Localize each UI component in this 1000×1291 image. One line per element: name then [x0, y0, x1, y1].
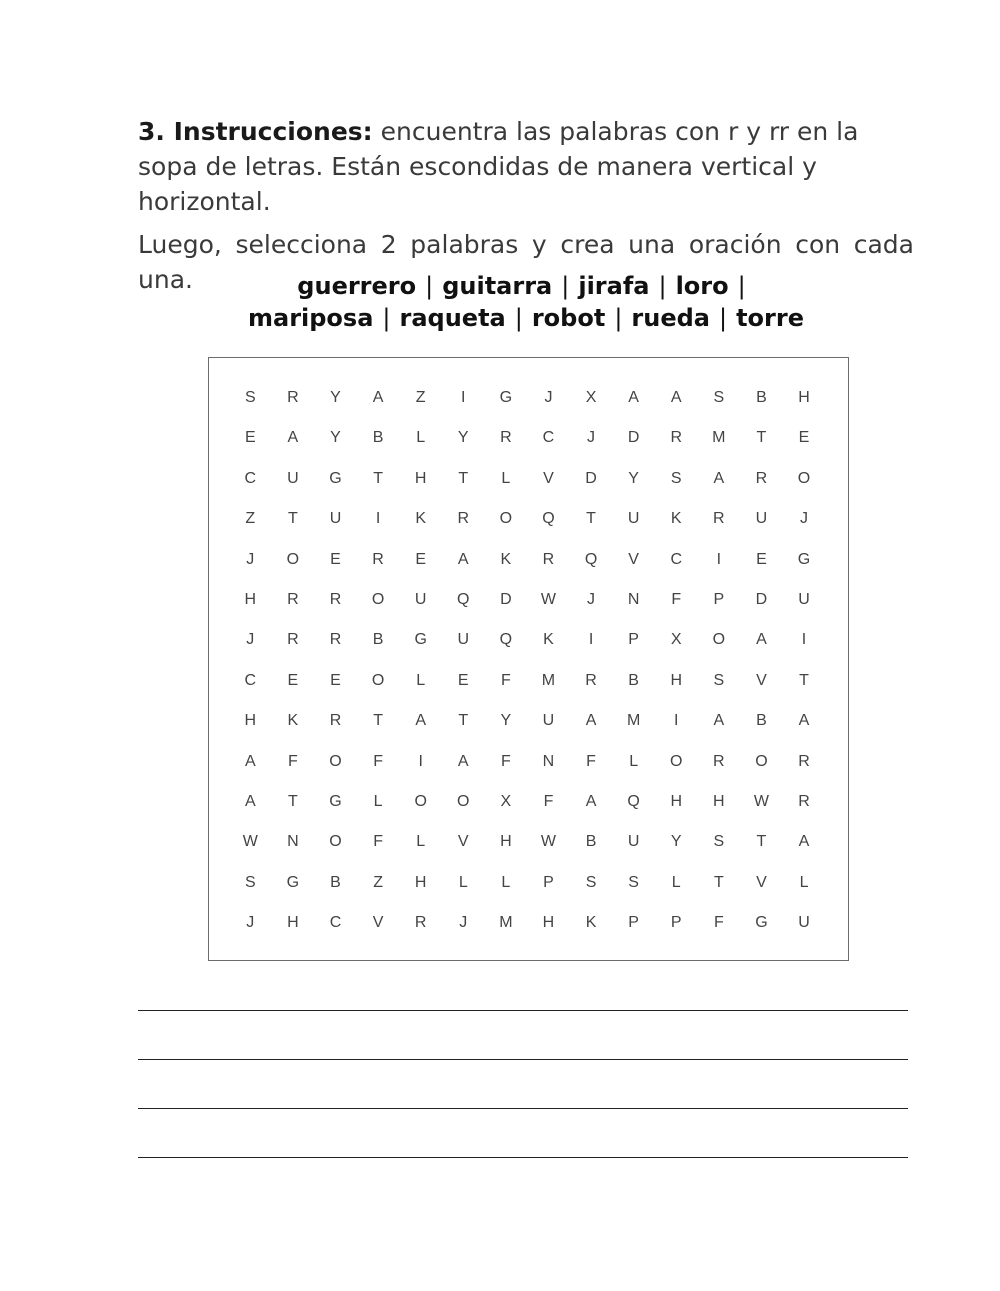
- grid-cell[interactable]: W: [242, 833, 258, 851]
- word-separator: |: [614, 304, 623, 332]
- grid-cell[interactable]: R: [329, 631, 342, 649]
- word-robot: robot: [531, 304, 606, 332]
- instructions-number-label: 3. Instrucciones:: [138, 117, 373, 146]
- grid-cell[interactable]: N: [627, 590, 640, 608]
- grid-cell[interactable]: A: [713, 469, 725, 487]
- grid-cell[interactable]: R: [287, 590, 299, 608]
- grid-cell[interactable]: D: [585, 469, 597, 487]
- grid-cell[interactable]: F: [671, 590, 682, 608]
- grid-cell[interactable]: E: [415, 550, 426, 568]
- word-torre: torre: [736, 304, 804, 332]
- grid-cell[interactable]: G: [414, 631, 427, 649]
- grid-cell[interactable]: U: [798, 914, 810, 932]
- grid-cell[interactable]: T: [373, 469, 383, 487]
- instructions-paragraph-1: [138, 114, 914, 219]
- grid-cell[interactable]: G: [329, 469, 342, 487]
- grid-cell[interactable]: T: [458, 469, 469, 487]
- grid-cell[interactable]: S: [713, 833, 725, 851]
- grid-cell[interactable]: Y: [628, 469, 639, 487]
- grid-cell[interactable]: Y: [457, 429, 469, 447]
- grid-cell[interactable]: B: [330, 873, 341, 891]
- word-search-box: [208, 357, 849, 961]
- grid-cell[interactable]: J: [587, 429, 596, 447]
- grid-cell[interactable]: C: [244, 469, 257, 487]
- grid-cell[interactable]: T: [799, 671, 809, 689]
- grid-cell[interactable]: P: [628, 631, 639, 649]
- grid-cell[interactable]: A: [756, 631, 767, 649]
- grid-cell[interactable]: L: [629, 752, 639, 770]
- grid-cell[interactable]: A: [457, 550, 469, 568]
- grid-cell[interactable]: J: [459, 914, 468, 932]
- grid-cell[interactable]: S: [713, 389, 725, 406]
- grid-cell[interactable]: R: [372, 550, 384, 568]
- grid-cell[interactable]: S: [713, 671, 725, 689]
- grid-cell[interactable]: F: [288, 752, 298, 770]
- grid-cell[interactable]: H: [287, 914, 299, 932]
- grid-cell[interactable]: V: [457, 833, 469, 851]
- grid-cell[interactable]: Q: [627, 792, 640, 810]
- instructions-paragraph-2: Luego, selecciona 2 palabras y crea una oración con cada una.: [138, 230, 914, 294]
- instructions-text-1: encuentra las palabras con r y rr en la sopa de letras. Están escondidas de manera vertical y horizontal.: [138, 117, 859, 216]
- grid-cell[interactable]: E: [457, 671, 469, 689]
- grid-cell[interactable]: R: [329, 590, 342, 608]
- grid-cell[interactable]: G: [797, 550, 811, 568]
- grid-cell[interactable]: U: [457, 631, 470, 649]
- grid-cell[interactable]: B: [372, 429, 384, 447]
- word-jirafa: jirafa: [578, 272, 650, 300]
- grid-cell[interactable]: F: [500, 752, 511, 770]
- grid-cell[interactable]: P: [713, 590, 725, 608]
- grid-cell[interactable]: O: [329, 752, 342, 770]
- grid-cell[interactable]: O: [712, 631, 726, 649]
- grid-cell[interactable]: Y: [670, 833, 682, 851]
- grid-cell[interactable]: A: [798, 833, 810, 851]
- grid-cell[interactable]: R: [713, 510, 725, 528]
- grid-cell[interactable]: A: [457, 752, 469, 770]
- grid-cell[interactable]: A: [628, 389, 639, 406]
- grid-cell[interactable]: R: [670, 429, 683, 447]
- grid-cell[interactable]: I: [716, 550, 722, 568]
- grid-cell[interactable]: A: [415, 712, 426, 730]
- answer-line[interactable]: [138, 1108, 908, 1109]
- grid-cell[interactable]: S: [244, 389, 256, 406]
- grid-cell[interactable]: C: [542, 429, 555, 447]
- grid-cell[interactable]: V: [628, 550, 639, 568]
- word-rueda: rueda: [631, 304, 710, 332]
- grid-cell[interactable]: Q: [542, 510, 555, 528]
- word-bank: [138, 270, 914, 334]
- grid-cell[interactable]: T: [288, 510, 298, 528]
- grid-cell[interactable]: P: [543, 873, 554, 891]
- grid-cell[interactable]: T: [586, 510, 596, 528]
- grid-cell[interactable]: U: [627, 510, 640, 528]
- grid-cell[interactable]: Z: [373, 873, 383, 891]
- grid-cell[interactable]: W: [753, 792, 769, 810]
- word-separator: |: [425, 272, 434, 300]
- grid-cell[interactable]: R: [798, 792, 810, 810]
- grid-cell[interactable]: V: [756, 671, 767, 689]
- word-guitarra: guitarra: [442, 272, 553, 300]
- grid-cell[interactable]: J: [587, 590, 596, 608]
- grid-cell[interactable]: I: [674, 712, 679, 730]
- word-separator: |: [514, 304, 523, 332]
- grid-cell[interactable]: O: [457, 792, 470, 810]
- grid-cell[interactable]: H: [542, 914, 555, 932]
- grid-cell[interactable]: Y: [500, 712, 512, 730]
- grid-cell[interactable]: M: [541, 671, 556, 689]
- grid-cell[interactable]: U: [755, 510, 768, 528]
- answer-line[interactable]: [138, 1059, 908, 1060]
- grid-cell[interactable]: R: [457, 510, 470, 528]
- grid-cell[interactable]: Y: [330, 429, 341, 447]
- grid-cell[interactable]: R: [585, 671, 597, 689]
- grid-cell[interactable]: T: [756, 429, 767, 447]
- grid-cell[interactable]: S: [585, 873, 597, 891]
- grid-cell[interactable]: M: [626, 712, 641, 730]
- grid-cell[interactable]: J: [800, 510, 809, 528]
- word-raqueta: raqueta: [399, 304, 506, 332]
- word-separator: |: [561, 272, 570, 300]
- grid-cell[interactable]: H: [798, 389, 810, 406]
- grid-cell[interactable]: E: [756, 550, 767, 568]
- grid-cell[interactable]: O: [329, 833, 342, 851]
- grid-cell[interactable]: T: [458, 712, 469, 730]
- answer-lines: [138, 1010, 908, 1206]
- grid-cell[interactable]: N: [287, 833, 299, 851]
- answer-line[interactable]: [138, 1157, 908, 1158]
- grid-cell[interactable]: J: [246, 914, 255, 932]
- grid-cell[interactable]: X: [585, 389, 597, 406]
- grid-cell[interactable]: A: [244, 752, 256, 770]
- word-bank-line-1: [138, 270, 914, 302]
- grid-cell[interactable]: A: [244, 792, 256, 810]
- grid-cell[interactable]: W: [540, 590, 556, 608]
- grid-cell[interactable]: A: [372, 389, 384, 406]
- grid-cell[interactable]: R: [329, 712, 342, 730]
- grid-cell[interactable]: R: [713, 752, 725, 770]
- grid-cell[interactable]: J: [246, 631, 255, 649]
- word-loro: loro: [675, 272, 729, 300]
- grid-cell[interactable]: R: [798, 752, 810, 770]
- grid-cell[interactable]: R: [755, 469, 768, 487]
- grid-cell[interactable]: G: [286, 873, 300, 891]
- grid-cell[interactable]: J: [544, 389, 553, 406]
- grid-cell[interactable]: P: [670, 914, 682, 932]
- grid-cell[interactable]: R: [414, 914, 427, 932]
- grid-cell[interactable]: E: [287, 671, 299, 689]
- grid-cell[interactable]: L: [416, 429, 426, 447]
- grid-cell[interactable]: H: [670, 671, 683, 689]
- grid-cell[interactable]: A: [713, 712, 725, 730]
- word-separator: |: [658, 272, 667, 300]
- grid-cell[interactable]: E: [330, 671, 341, 689]
- grid-cell[interactable]: F: [543, 792, 554, 810]
- grid-cell[interactable]: O: [499, 510, 513, 528]
- grid-cell[interactable]: U: [414, 590, 427, 608]
- grid-cell[interactable]: G: [755, 914, 768, 932]
- word-separator: |: [718, 304, 728, 332]
- grid-cell[interactable]: V: [543, 469, 554, 487]
- grid-cell[interactable]: R: [500, 429, 512, 447]
- grid-cell[interactable]: L: [416, 833, 426, 851]
- grid-cell[interactable]: X: [500, 792, 512, 810]
- grid-cell[interactable]: P: [628, 914, 639, 932]
- grid-cell[interactable]: K: [500, 550, 512, 568]
- answer-line[interactable]: [138, 1010, 908, 1011]
- grid-cell[interactable]: E: [798, 429, 810, 447]
- grid-cell[interactable]: U: [287, 469, 299, 487]
- grid-cell[interactable]: A: [287, 429, 299, 447]
- grid-cell[interactable]: L: [373, 792, 383, 810]
- grid-cell[interactable]: C: [244, 671, 257, 689]
- grid-cell[interactable]: H: [414, 873, 427, 891]
- grid-cell[interactable]: O: [371, 671, 385, 689]
- grid-cell[interactable]: L: [501, 469, 511, 487]
- grid-cell[interactable]: U: [627, 833, 640, 851]
- grid-cell[interactable]: S: [244, 873, 256, 891]
- grid-cell[interactable]: H: [500, 833, 512, 851]
- grid-cell[interactable]: F: [373, 833, 383, 851]
- grid-cell[interactable]: G: [329, 792, 342, 810]
- grid-cell[interactable]: C: [670, 550, 683, 568]
- grid-cell[interactable]: V: [756, 873, 767, 891]
- grid-cell[interactable]: L: [671, 873, 681, 891]
- grid-cell[interactable]: H: [713, 792, 725, 810]
- word-bank-line-2: [138, 302, 914, 334]
- grid-cell[interactable]: A: [585, 792, 597, 810]
- grid-cell[interactable]: Z: [245, 510, 256, 528]
- grid-cell[interactable]: T: [713, 873, 724, 891]
- word-search-grid: [229, 378, 825, 943]
- grid-cell[interactable]: I: [418, 752, 423, 770]
- grid-cell[interactable]: M: [499, 914, 513, 932]
- grid-cell[interactable]: S: [628, 873, 639, 891]
- grid-cell[interactable]: T: [756, 833, 767, 851]
- grid-cell[interactable]: J: [246, 550, 255, 568]
- grid-cell[interactable]: F: [586, 752, 596, 770]
- grid-cell[interactable]: I: [375, 510, 381, 528]
- grid-cell[interactable]: I: [801, 631, 807, 649]
- grid-cell[interactable]: B: [585, 833, 597, 851]
- grid-cell[interactable]: L: [501, 873, 511, 891]
- grid-cell[interactable]: Q: [457, 590, 470, 608]
- grid-cell[interactable]: D: [500, 590, 512, 608]
- grid-cell[interactable]: Q: [584, 550, 598, 568]
- grid-cell[interactable]: K: [585, 914, 597, 932]
- grid-cell[interactable]: T: [288, 792, 298, 810]
- grid-cell[interactable]: O: [797, 469, 811, 487]
- grid-cell[interactable]: Z: [415, 389, 426, 406]
- grid-cell[interactable]: L: [458, 873, 468, 891]
- grid-cell[interactable]: B: [372, 631, 384, 649]
- grid-cell[interactable]: B: [628, 671, 639, 689]
- grid-cell[interactable]: A: [585, 712, 597, 730]
- grid-cell[interactable]: H: [670, 792, 683, 810]
- grid-cell[interactable]: B: [756, 712, 767, 730]
- grid-cell[interactable]: R: [542, 550, 555, 568]
- grid-cell[interactable]: C: [329, 914, 342, 932]
- grid-cell[interactable]: O: [755, 752, 768, 770]
- grid-cell[interactable]: L: [799, 873, 809, 891]
- grid-cell[interactable]: U: [329, 510, 342, 528]
- grid-cell[interactable]: O: [371, 590, 385, 608]
- grid-cell[interactable]: Y: [330, 389, 341, 406]
- grid-cell[interactable]: F: [500, 671, 511, 689]
- grid-cell[interactable]: S: [670, 469, 682, 487]
- word-separator: |: [737, 272, 746, 300]
- grid-cell[interactable]: D: [755, 590, 768, 608]
- grid-cell[interactable]: G: [499, 389, 513, 406]
- grid-cell[interactable]: A: [670, 389, 682, 406]
- grid-cell[interactable]: O: [670, 752, 683, 770]
- grid-cell[interactable]: U: [798, 590, 810, 608]
- grid-cell[interactable]: W: [540, 833, 556, 851]
- grid-cell[interactable]: R: [287, 631, 299, 649]
- grid-cell[interactable]: A: [798, 712, 810, 730]
- grid-cell[interactable]: E: [244, 429, 256, 447]
- grid-cell[interactable]: X: [670, 631, 682, 649]
- word-guerrero: guerrero: [297, 272, 417, 300]
- grid-cell[interactable]: K: [415, 510, 426, 528]
- grid-cell[interactable]: F: [373, 752, 383, 770]
- grid-cell[interactable]: E: [330, 550, 341, 568]
- grid-cell[interactable]: K: [670, 510, 682, 528]
- grid-cell[interactable]: D: [627, 429, 640, 447]
- grid-cell[interactable]: I: [461, 389, 466, 406]
- word-mariposa: mariposa: [247, 304, 374, 332]
- grid-cell[interactable]: V: [372, 914, 384, 932]
- grid-cell[interactable]: H: [244, 712, 257, 730]
- word-separator: |: [382, 304, 391, 332]
- grid-cell[interactable]: M: [712, 429, 726, 447]
- grid-cell[interactable]: U: [542, 712, 555, 730]
- grid-cell[interactable]: I: [588, 631, 594, 649]
- grid-cell[interactable]: O: [414, 792, 427, 810]
- grid-cell[interactable]: T: [373, 712, 383, 730]
- grid-cell[interactable]: N: [542, 752, 555, 770]
- grid-cell[interactable]: B: [756, 389, 767, 406]
- grid-cell[interactable]: F: [713, 914, 724, 932]
- grid-cell[interactable]: K: [543, 631, 554, 649]
- grid-cell[interactable]: Q: [499, 631, 513, 649]
- grid-cell[interactable]: R: [287, 389, 299, 406]
- grid-cell[interactable]: H: [414, 469, 427, 487]
- grid-cell[interactable]: K: [287, 712, 299, 730]
- grid-cell[interactable]: H: [244, 590, 257, 608]
- grid-cell[interactable]: O: [286, 550, 300, 568]
- grid-cell[interactable]: L: [416, 671, 426, 689]
